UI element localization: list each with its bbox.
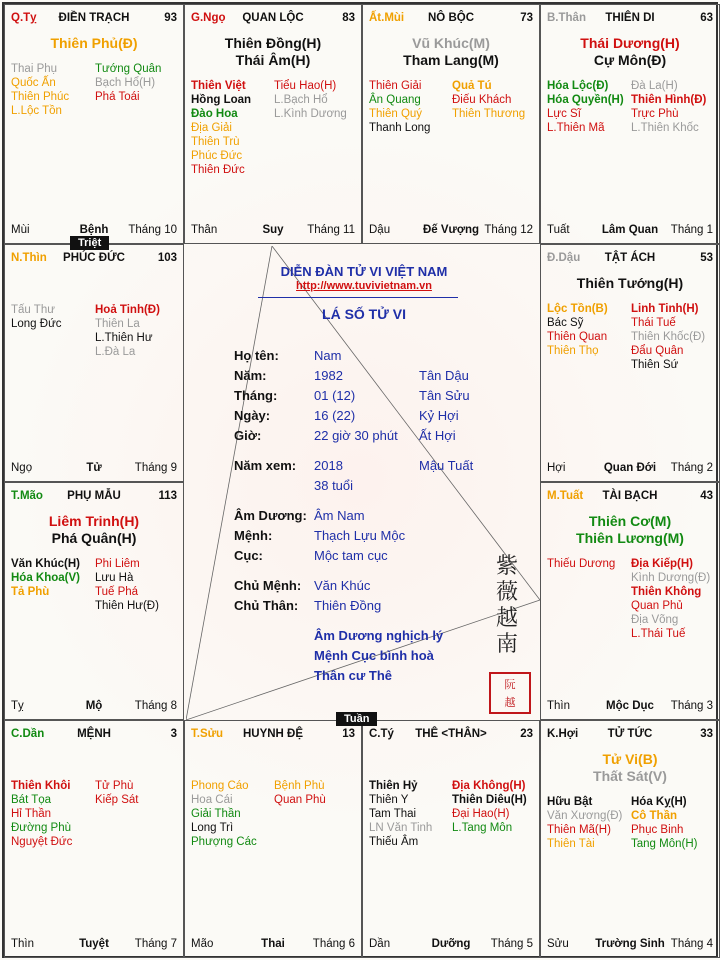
star-list-right — [95, 557, 159, 613]
palace-name: PHÚC ĐỨC — [63, 252, 125, 264]
info-row — [234, 548, 534, 564]
palace-footer — [11, 223, 177, 237]
minor-star: Quan Phù — [274, 794, 326, 806]
site-title: DIỄN ĐÀN TỬ VI VIỆT NAM — [280, 264, 448, 279]
palace-footer — [369, 937, 533, 951]
star-list-left — [11, 303, 62, 331]
luu-chi: Thìn — [547, 700, 571, 712]
info-value-2: Kỷ Hợi — [419, 408, 459, 423]
minor-star: Thiên Hỷ — [369, 780, 418, 792]
minor-star: Tướng Quân — [95, 63, 162, 75]
palace-header — [11, 489, 177, 505]
info-value: 01 (12) — [314, 388, 356, 403]
minor-star: Thiên Diêu(H) — [452, 794, 527, 806]
info-row — [234, 348, 534, 364]
month-label: Tháng 11 — [307, 224, 355, 236]
star-list-right — [274, 79, 347, 121]
luu-chi: Tỵ — [11, 700, 24, 712]
dai-han-number: 13 — [342, 728, 355, 740]
star-list-left — [11, 779, 72, 849]
luu-chi: Mão — [191, 938, 214, 950]
minor-star: Thiên Phúc — [11, 91, 70, 103]
can-chi-label: Q.Tỵ — [11, 12, 37, 24]
palace-header — [547, 11, 713, 27]
dai-han-number: 43 — [700, 490, 713, 502]
minor-star: L.Tang Môn — [452, 822, 513, 834]
trang-sinh: Lâm Quan — [601, 224, 659, 236]
dai-han-number: 93 — [164, 12, 177, 24]
minor-star: Phục Binh — [631, 824, 684, 836]
info-value: 1982 — [314, 368, 343, 383]
info-row — [234, 408, 534, 424]
star-list-right — [95, 303, 160, 359]
palace-header — [369, 11, 533, 27]
chart-note: Mệnh Cục bình hoà — [314, 648, 434, 663]
minor-star: Địa Kiếp(H) — [631, 558, 693, 570]
palace-name: NÔ BỘC — [428, 12, 474, 24]
minor-star: LN Văn Tinh — [369, 822, 433, 834]
trang-sinh: Mộ — [85, 700, 103, 712]
palace-header — [369, 727, 533, 743]
info-key: Họ tên: — [234, 348, 279, 363]
palace-name: TẬT ÁCH — [604, 252, 656, 264]
info-row — [234, 388, 534, 404]
palace-name: ĐIỀN TRẠCH — [58, 12, 130, 24]
minor-star: Hóa Kỵ(H) — [631, 796, 687, 808]
seal-char: 越 — [504, 696, 516, 709]
dai-han-number: 83 — [342, 12, 355, 24]
minor-star: Hữu Bật — [547, 796, 593, 808]
luu-chi: Thân — [191, 224, 218, 236]
star-list-right — [631, 557, 710, 641]
info-key: Giờ: — [234, 428, 262, 443]
info-key: Tháng: — [234, 388, 278, 403]
minor-star: Thiếu Dương — [547, 558, 616, 570]
minor-star: Giải Thần — [191, 808, 241, 820]
minor-star: Thiếu Âm — [369, 836, 419, 848]
info-row — [234, 528, 534, 544]
info-value-2: Tân Sửu — [419, 388, 470, 403]
month-label: Tháng 8 — [134, 700, 177, 712]
info-key: Năm: — [234, 368, 267, 383]
minor-star: Văn Khúc(H) — [11, 558, 80, 570]
minor-star: Thiên Không — [631, 586, 702, 598]
luu-chi: Tuất — [547, 224, 570, 236]
can-chi-label: C.Dần — [11, 728, 45, 740]
info-key: Âm Dương: — [234, 508, 307, 523]
main-star: Thiên Tướng(H) — [576, 275, 684, 291]
palace-footer — [547, 223, 713, 237]
palace-footer — [11, 699, 177, 713]
red-seal-stamp — [489, 672, 531, 714]
palace-mui — [362, 4, 540, 244]
can-chi-label: Ất.Mùi — [369, 12, 405, 24]
palace-header — [11, 251, 177, 267]
star-list-left — [369, 779, 432, 849]
minor-star: Hoả Tinh(Đ) — [95, 304, 160, 316]
info-value: 2018 — [314, 458, 343, 473]
month-label: Tháng 2 — [670, 462, 713, 474]
can-chi-label: N.Thìn — [11, 252, 47, 264]
star-list-left — [11, 62, 69, 118]
palace-header — [11, 727, 177, 743]
minor-star: Đẩu Quân — [631, 345, 684, 357]
info-row — [234, 598, 534, 614]
main-star: Thất Sát(V) — [593, 768, 667, 784]
minor-star: Bát Tọa — [11, 794, 52, 806]
palace-hoi — [540, 720, 720, 958]
month-label: Tháng 1 — [670, 224, 713, 236]
minor-star: Văn Xương(Đ) — [547, 810, 623, 822]
minor-star: Ân Quang — [369, 94, 421, 106]
minor-star: Thiên La — [95, 318, 140, 330]
info-row — [234, 458, 534, 474]
info-key: Chủ Thân: — [234, 598, 299, 613]
star-list-right — [631, 302, 705, 372]
info-row — [234, 428, 534, 444]
minor-star: Bệnh Phù — [274, 780, 325, 792]
can-chi-label: K.Hợi — [547, 728, 579, 740]
main-star: Phá Quân(H) — [51, 530, 137, 546]
can-chi-label: M.Tuất — [547, 490, 584, 502]
trang-sinh: Tuyệt — [79, 938, 109, 950]
minor-star: L.Thiên Khốc — [631, 122, 699, 134]
luu-chi: Dậu — [369, 224, 391, 236]
dai-han-number: 23 — [520, 728, 533, 740]
minor-star: Thiên Thọ — [547, 345, 599, 357]
minor-star: Phi Liêm — [95, 558, 140, 570]
palace-ty2 — [362, 720, 540, 958]
minor-star: Địa Giải — [191, 122, 232, 134]
info-key: Năm xem: — [234, 458, 297, 473]
dai-han-number: 103 — [157, 252, 177, 264]
palace-footer — [547, 937, 713, 951]
palace-footer — [11, 461, 177, 475]
info-row — [234, 478, 534, 494]
palace-footer — [547, 699, 713, 713]
info-value: Âm Nam — [314, 508, 365, 523]
minor-star: Thiên Trù — [191, 136, 240, 148]
star-list-left — [547, 302, 608, 358]
palace-header — [547, 489, 713, 505]
minor-star: Thiên Khôi — [11, 780, 71, 792]
minor-star: Lưu Hà — [95, 572, 134, 584]
minor-star: Phúc Đức — [191, 150, 243, 162]
main-star: Thiên Lương(M) — [576, 530, 684, 546]
tuan-tag: Tuần — [336, 712, 377, 726]
main-star: Vũ Khúc(M) — [412, 35, 490, 51]
can-chi-label: C.Tý — [369, 728, 394, 740]
info-value: Nam — [314, 348, 342, 363]
minor-star: Tuế Phá — [95, 586, 139, 598]
dai-han-number: 3 — [170, 728, 177, 740]
palace-mao — [4, 482, 184, 720]
luu-chi: Sửu — [547, 938, 569, 950]
triet-tag: Triệt — [70, 236, 109, 250]
minor-star: Thái Tuế — [631, 317, 676, 329]
minor-star: Địa Không(H) — [452, 780, 526, 792]
minor-star: Thiên Giải — [369, 80, 422, 92]
info-key: Mệnh: — [234, 528, 273, 543]
palace-name: MỆNH — [77, 728, 111, 740]
site-url-link[interactable]: http://www.tuvivietnam.vn — [296, 280, 432, 292]
info-value-2: Tân Dậu — [419, 368, 469, 383]
chart-note: Thân cư Thê — [314, 668, 393, 683]
info-value: Văn Khúc — [314, 578, 371, 593]
star-list-right — [631, 795, 697, 851]
main-star: Thái Dương(H) — [580, 35, 680, 51]
minor-star: L.Đà La — [95, 346, 136, 358]
star-list-right — [95, 62, 161, 104]
main-star: Thiên Phủ(Đ) — [50, 35, 138, 51]
minor-star: Tiểu Hao(H) — [274, 80, 337, 92]
star-list-right — [631, 79, 706, 135]
info-value-2: Ất Hợi — [419, 428, 456, 443]
minor-star: Long Đức — [11, 318, 62, 330]
minor-star: Bạch Hổ(H) — [95, 77, 156, 89]
minor-star: Thiên Khốc(Đ) — [631, 331, 706, 343]
minor-star: Hóa Lộc(Đ) — [547, 80, 609, 92]
divider — [258, 297, 458, 298]
trang-sinh: Quan Đới — [603, 462, 657, 474]
trang-sinh: Dưỡng — [431, 938, 471, 950]
info-value: 38 tuổi — [314, 478, 354, 493]
minor-star: Thiên Y — [369, 794, 409, 806]
minor-star: Thiên Việt — [191, 80, 246, 92]
palace-footer — [11, 937, 177, 951]
chart-note: Âm Dương nghịch lý — [314, 628, 444, 643]
minor-star: Thiên Hư(Đ) — [95, 600, 159, 612]
palace-name: TỬ TỨC — [607, 728, 653, 740]
minor-star: Nguyệt Đức — [11, 836, 73, 848]
main-star: Liêm Trinh(H) — [48, 513, 140, 529]
info-key: Ngày: — [234, 408, 271, 423]
minor-star: Đại Hao(H) — [452, 808, 510, 820]
info-key: Cục: — [234, 548, 263, 563]
minor-star: L.Kình Dương — [274, 108, 347, 120]
star-list-right — [452, 779, 527, 835]
calligraphy-char: 薇 — [496, 580, 519, 605]
month-label: Tháng 3 — [670, 700, 713, 712]
palace-footer — [191, 223, 355, 237]
minor-star: Thanh Long — [369, 122, 431, 134]
main-star: Thiên Đồng(H) — [224, 35, 322, 51]
minor-star: Thiên Quan — [547, 331, 608, 343]
can-chi-label: B.Thân — [547, 12, 586, 24]
info-key: Chủ Mệnh: — [234, 578, 302, 593]
minor-star: Thiên Tài — [547, 838, 595, 850]
minor-star: Lộc Tồn(B) — [547, 303, 608, 315]
minor-star: Địa Võng — [631, 614, 679, 626]
star-list-left — [547, 795, 622, 851]
palace-header — [547, 251, 713, 267]
minor-star: Thiên Hình(Đ) — [631, 94, 707, 106]
star-list-right — [95, 779, 138, 807]
minor-star: Phá Toái — [95, 91, 140, 103]
calligraphy-char: 越 — [496, 606, 519, 631]
minor-star: Tang Môn(H) — [631, 838, 698, 850]
chart-board — [2, 2, 718, 958]
minor-star: Đà La(H) — [631, 80, 678, 92]
palace-dan — [4, 720, 184, 958]
info-row — [234, 368, 534, 384]
minor-star: Thiên Đức — [191, 164, 245, 176]
info-value: Mộc tam cục — [314, 548, 388, 563]
trang-sinh: Trường Sinh — [595, 938, 665, 950]
info-value: 16 (22) — [314, 408, 356, 423]
dai-han-number: 53 — [700, 252, 713, 264]
minor-star: L.Thiên Mã — [547, 122, 605, 134]
info-row — [234, 508, 534, 524]
calligraphy-char: 南 — [496, 632, 519, 657]
chart-heading: LÁ SỐ TỬ VI — [322, 306, 406, 322]
minor-star: Hóa Khoa(V) — [11, 572, 80, 584]
palace-name: THÊ <THÂN> — [415, 728, 487, 740]
minor-star: Cô Thần — [631, 810, 677, 822]
trang-sinh: Đế Vượng — [422, 224, 480, 236]
star-list-left — [11, 557, 80, 599]
palace-than — [540, 4, 720, 244]
star-list-left — [369, 79, 430, 135]
palace-suu — [184, 720, 362, 958]
palace-name: HUYNH ĐỆ — [242, 728, 304, 740]
palace-ty — [4, 4, 184, 244]
can-chi-label: T.Mão — [11, 490, 43, 502]
minor-star: Quốc Ấn — [11, 77, 56, 89]
dai-han-number: 73 — [520, 12, 533, 24]
minor-star: L.Lộc Tồn — [11, 105, 62, 117]
minor-star: Thiên Quý — [369, 108, 423, 120]
info-value: Thiên Đồng — [314, 598, 382, 613]
trang-sinh: Thai — [261, 938, 285, 950]
minor-star: Lực Sĩ — [547, 108, 581, 120]
minor-star: Kiếp Sát — [95, 794, 139, 806]
main-star: Tử Vi(B) — [602, 751, 658, 767]
minor-star: Hoa Cái — [191, 794, 233, 806]
minor-star: Hồng Loan — [191, 94, 252, 106]
minor-star: Phượng Các — [191, 836, 257, 848]
minor-star: Đường Phù — [11, 822, 71, 834]
main-star: Thái Âm(H) — [235, 52, 311, 68]
month-label: Tháng 12 — [484, 224, 533, 236]
month-label: Tháng 6 — [312, 938, 355, 950]
month-label: Tháng 9 — [134, 462, 177, 474]
info-value: 22 giờ 30 phút — [314, 428, 398, 443]
palace-name: QUAN LỘC — [242, 12, 304, 24]
minor-star: Thiên Mã(H) — [547, 824, 611, 836]
palace-ngo — [184, 4, 362, 244]
palace-tuat — [540, 482, 720, 720]
star-list-right — [452, 79, 525, 121]
palace-footer — [369, 223, 533, 237]
palace-name: TÀI BẠCH — [602, 490, 658, 502]
minor-star: Hỉ Thần — [11, 808, 52, 820]
minor-star: L.Thiên Hư — [95, 332, 153, 344]
minor-star: Đào Hoa — [191, 108, 238, 120]
can-chi-label: G.Ngọ — [191, 12, 226, 24]
dai-han-number: 33 — [700, 728, 713, 740]
info-row — [234, 578, 534, 594]
month-label: Tháng 7 — [134, 938, 177, 950]
trang-sinh: Bệnh — [79, 224, 109, 236]
palace-header — [191, 11, 355, 27]
minor-star: Thai Phụ — [11, 63, 58, 75]
palace-dau — [540, 244, 720, 482]
minor-star: Tả Phù — [11, 586, 50, 598]
palace-footer — [191, 937, 355, 951]
minor-star: Tử Phù — [95, 780, 134, 792]
can-chi-label: T.Sửu — [191, 728, 223, 740]
trang-sinh: Suy — [262, 224, 284, 236]
minor-star: Quả Tú — [452, 80, 492, 92]
trang-sinh: Mộc Dục — [606, 700, 654, 712]
minor-star: Trực Phù — [631, 108, 679, 120]
month-label: Tháng 4 — [670, 938, 713, 950]
minor-star: Linh Tinh(H) — [631, 303, 699, 315]
minor-star: Tấu Thư — [11, 304, 55, 316]
info-value-2: Mậu Tuất — [419, 458, 474, 473]
minor-star: Hóa Quyền(H) — [547, 94, 624, 106]
minor-star: Kình Dương(Đ) — [631, 572, 711, 584]
main-star: Cự Môn(Đ) — [593, 52, 667, 68]
minor-star: Bác Sỹ — [547, 317, 584, 329]
center-panel — [186, 246, 542, 722]
star-list-left — [191, 779, 257, 849]
minor-star: L.Thái Tuế — [631, 628, 686, 640]
luu-chi: Ngọ — [11, 462, 33, 474]
calligraphy-char: 紫 — [496, 554, 519, 579]
can-chi-label: Đ.Dậu — [547, 252, 581, 264]
luu-chi: Dần — [369, 938, 391, 950]
star-list-left — [191, 79, 251, 177]
star-list-right — [274, 779, 326, 807]
main-star: Tham Lang(M) — [403, 52, 499, 68]
month-label: Tháng 5 — [490, 938, 533, 950]
info-value: Thạch Lựu Mộc — [314, 528, 406, 543]
palace-footer — [547, 461, 713, 475]
minor-star: Thiên Sứ — [631, 359, 679, 371]
star-list-left — [547, 79, 624, 135]
minor-star: Tam Thai — [369, 808, 417, 820]
palace-header — [191, 727, 355, 743]
seal-char: 阮 — [504, 678, 516, 691]
dai-han-number: 113 — [158, 490, 177, 502]
minor-star: L.Bạch Hổ — [274, 94, 328, 106]
star-list-left — [547, 557, 615, 571]
palace-name: PHỤ MẪU — [67, 490, 121, 502]
palace-name: THIÊN DI — [605, 12, 655, 24]
main-star: Thiên Cơ(M) — [588, 513, 672, 529]
month-label: Tháng 10 — [128, 224, 177, 236]
trang-sinh: Tử — [86, 462, 102, 474]
luu-chi: Mùi — [11, 224, 30, 236]
palace-header — [547, 727, 713, 743]
luu-chi: Thìn — [11, 938, 35, 950]
minor-star: Thiên Thương — [452, 108, 526, 120]
minor-star: Phong Cáo — [191, 780, 249, 792]
minor-star: Quan Phủ — [631, 600, 683, 612]
minor-star: Điếu Khách — [452, 94, 512, 106]
palace-thin — [4, 244, 184, 482]
calligraphy — [496, 554, 526, 658]
palace-header — [11, 11, 177, 27]
dai-han-number: 63 — [700, 12, 713, 24]
minor-star: Long Trì — [191, 822, 234, 834]
luu-chi: Hợi — [547, 462, 566, 474]
